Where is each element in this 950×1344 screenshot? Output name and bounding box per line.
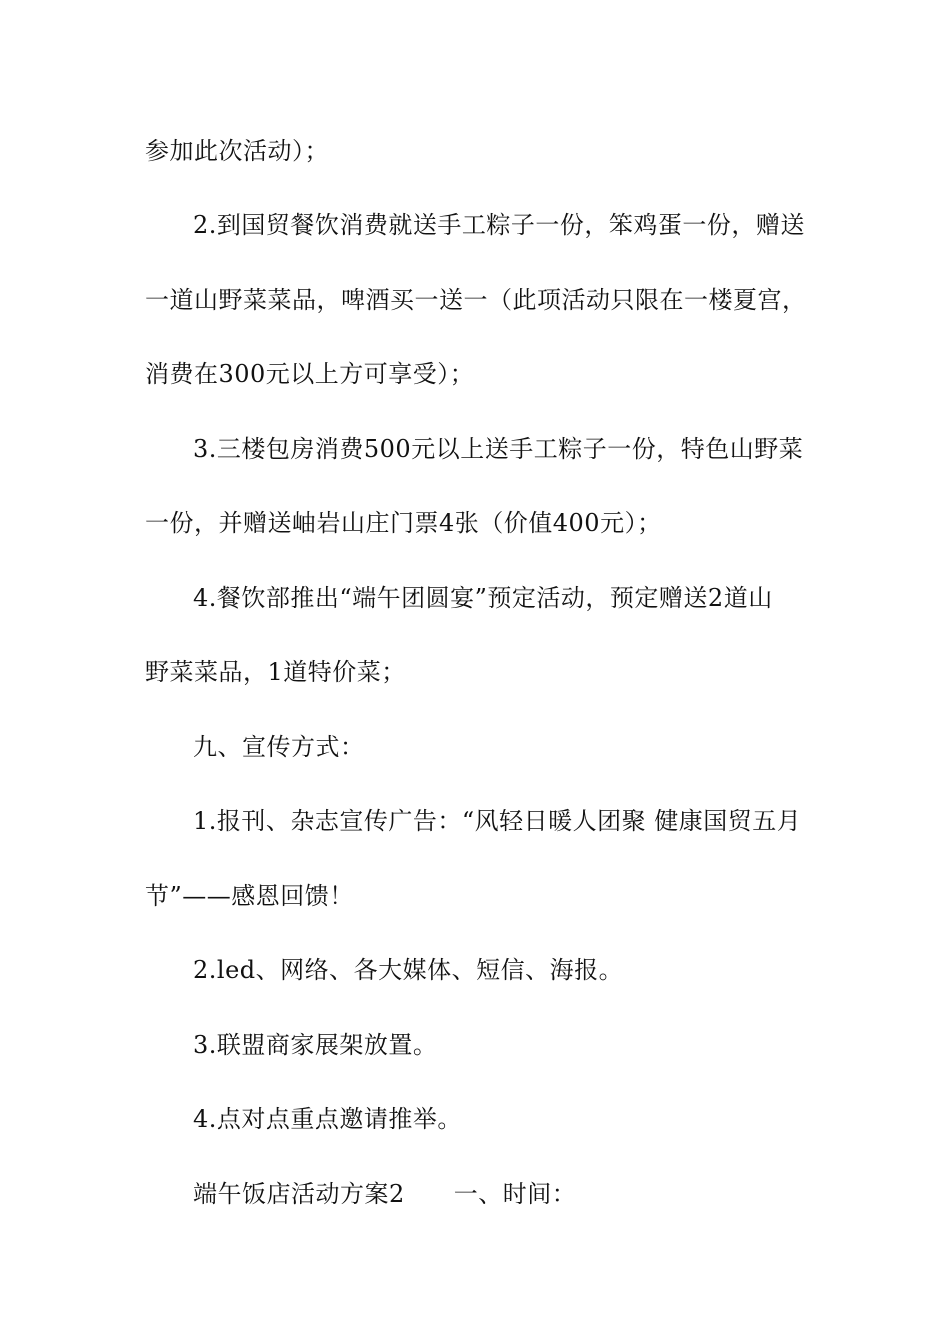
paragraph-line: 一道山野菜菜品，啤酒买一送一（此项活动只限在一楼夏宫，: [145, 286, 807, 314]
section-heading: 端午饭店活动方案2 一、时间：: [193, 1180, 577, 1208]
paragraph-line: 3.三楼包房消费500元以上送手工粽子一份，特色山野菜: [193, 435, 804, 463]
paragraph-line: 2.led、网络、各大媒体、短信、海报。: [193, 956, 624, 984]
section-heading: 九、宣传方式：: [193, 733, 365, 761]
paragraph-line: 4.餐饮部推出“端午团圆宴”预定活动，预定赠送2道山: [193, 584, 773, 612]
paragraph-line: 野菜菜品，1道特价菜；: [145, 658, 406, 686]
paragraph-line: 参加此次活动）；: [145, 137, 329, 165]
paragraph-line: 1.报刊、杂志宣传广告：“风轻日暖人团聚 健康国贸五月: [193, 807, 802, 835]
paragraph-line: 4.点对点重点邀请推举。: [193, 1105, 462, 1133]
paragraph-line: 节”——感恩回馈！: [145, 882, 354, 910]
paragraph-line: 2.到国贸餐饮消费就送手工粽子一份，笨鸡蛋一份，赠送: [193, 211, 805, 239]
paragraph-line: 一份，并赠送岫岩山庄门票4张（价值400元）；: [145, 509, 662, 537]
paragraph-line: 消费在300元以上方可享受）；: [145, 360, 475, 388]
paragraph-line: 3.联盟商家展架放置。: [193, 1031, 438, 1059]
